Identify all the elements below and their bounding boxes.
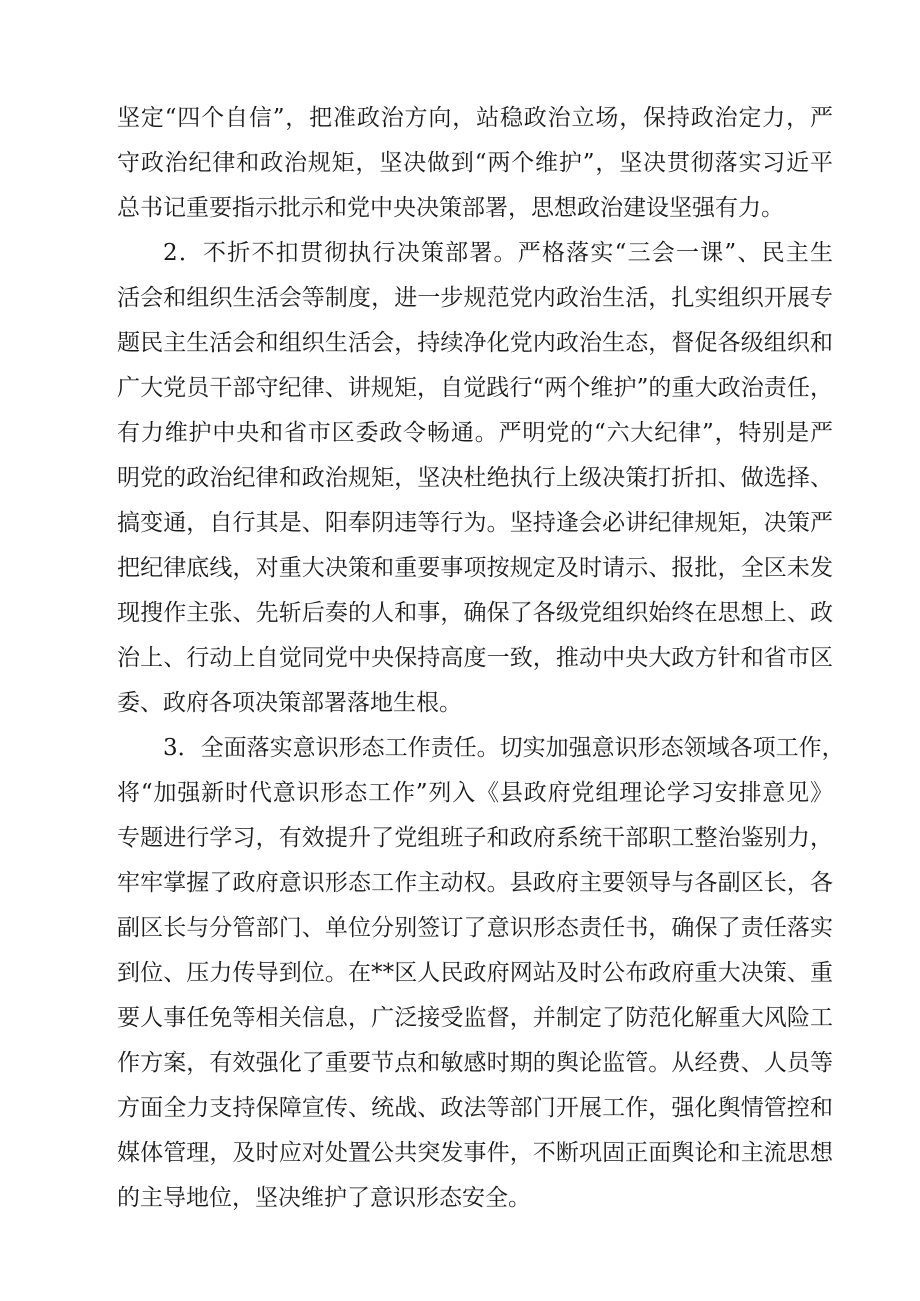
paragraph-line: 有力维护中央和省市区委政令畅通。严明党的“六大纪律”，特别是严 (117, 420, 833, 446)
paragraph-line: 题民主生活会和组织生活会，持续净化党内政治生态，督促各级组织和 (117, 330, 833, 356)
paragraph-line: 到位、压力传导到位。在**区人民政府网站及时公布政府重大决策、重 (117, 960, 833, 986)
paragraph-line: 治上、行动上自觉同党中央保持高度一致，推动中央大政方针和省市区 (117, 645, 833, 671)
paragraph-line: 现搜作主张、先斩后奏的人和事，确保了各级党组织始终在思想上、政 (117, 600, 833, 626)
paragraph-line: 守政治纪律和政治规矩，坚决做到“两个维护”，坚决贯彻落实习近平 (117, 150, 833, 176)
paragraph-line: 把纪律底线，对重大决策和重要事项按规定及时请示、报批，全区未发 (117, 555, 833, 581)
paragraph-line: 活会和组织生活会等制度，进一步规范党内政治生活，扎实组织开展专 (117, 285, 833, 311)
paragraph-line: 3．全面落实意识形态工作责任。切实加强意识形态领域各项工作， (163, 735, 845, 761)
paragraph-line: 总书记重要指示批示和党中央决策部署，思想政治建设坚强有力。 (117, 195, 784, 221)
paragraph-line: 副区长与分管部门、单位分别签订了意识形态责任书，确保了责任落实 (117, 915, 833, 941)
document-body (117, 96, 845, 1221)
paragraph-line: 将“加强新时代意识形态工作”列入《县政府党组理论学习安排意见》 (117, 780, 833, 806)
paragraph-line: 的主导地位，坚决维护了意识形态安全。 (117, 1185, 531, 1211)
paragraph-line: 作方案，有效强化了重要节点和敏感时期的舆论监管。从经费、人员等 (117, 1050, 833, 1076)
paragraph-line: 牢牢掌握了政府意识形态工作主动权。县政府主要领导与各副区长，各 (117, 870, 833, 896)
paragraph-line: 广大党员干部守纪律、讲规矩，自觉践行“两个维护”的重大政治责任， (117, 375, 833, 401)
paragraph-line: 坚定“四个自信”，把准政治方向，站稳政治立场，保持政治定力，严 (117, 105, 833, 131)
paragraph-line: 搞变通，自行其是、阳奉阴违等行为。坚持逢会必讲纪律规矩，决策严 (117, 510, 833, 536)
paragraph-line: 委、政府各项决策部署落地生根。 (117, 690, 462, 716)
paragraph-line: 媒体管理，及时应对处置公共突发事件，不断巩固正面舆论和主流思想 (117, 1140, 833, 1166)
paragraph-line: 2．不折不扣贯彻执行决策部署。严格落实“三会一课”、民主生 (163, 240, 833, 266)
paragraph-line: 要人事任免等相关信息，广泛接受监督，并制定了防范化解重大风险工 (117, 1005, 833, 1031)
paragraph-line: 方面全力支持保障宣传、统战、政法等部门开展工作，强化舆情管控和 (117, 1095, 833, 1121)
paragraph-line: 明党的政治纪律和政治规矩，坚决杜绝执行上级决策打折扣、做选择、 (117, 465, 833, 491)
paragraph-line: 专题进行学习，有效提升了党组班子和政府系统干部职工整治鉴别力， (117, 825, 833, 851)
